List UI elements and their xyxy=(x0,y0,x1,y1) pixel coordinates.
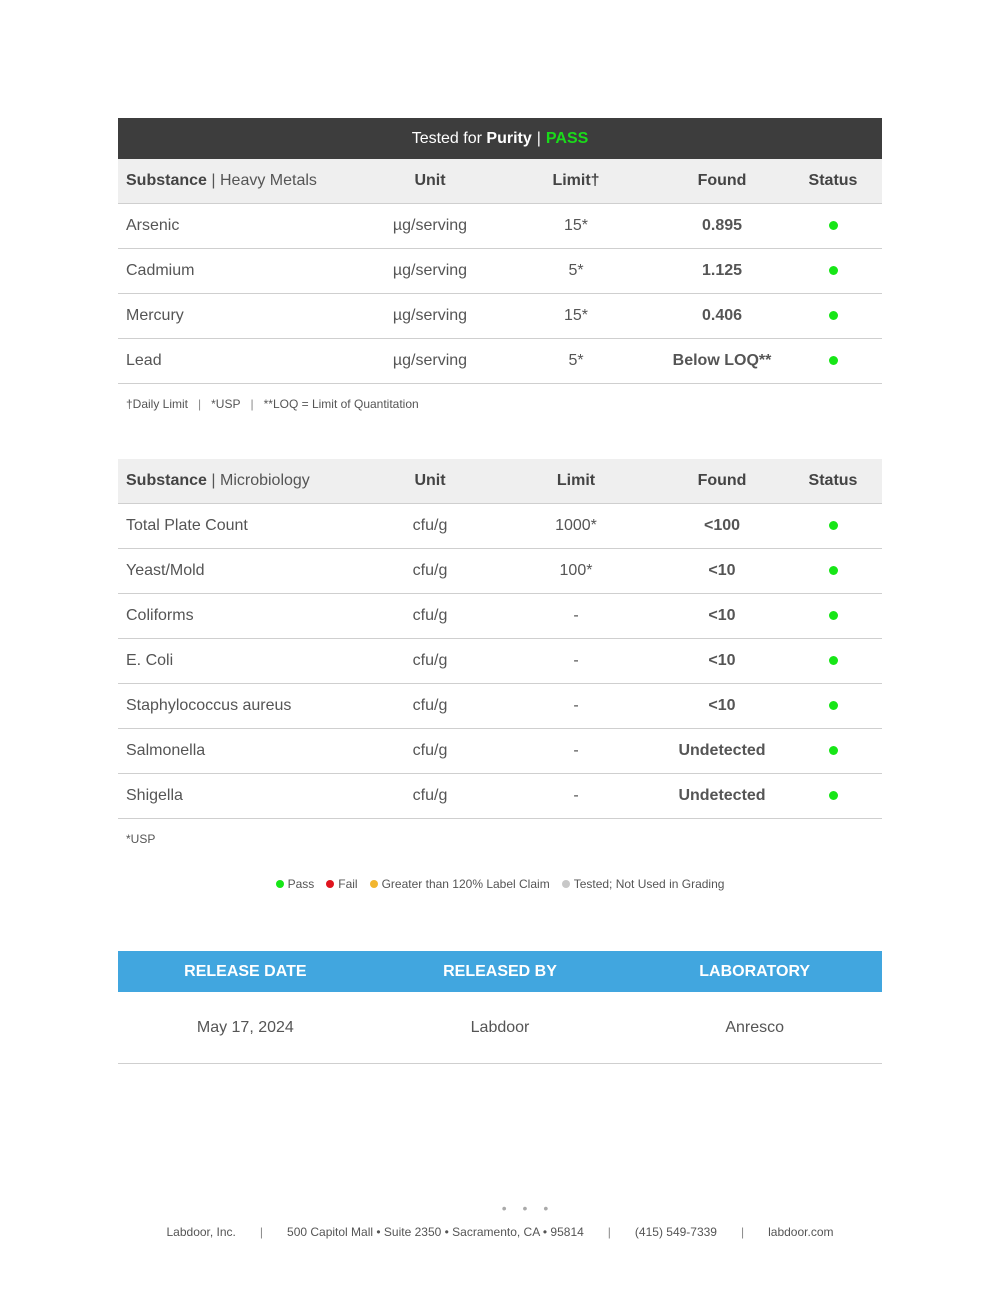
limit-value: - xyxy=(492,639,660,684)
status-header: Status xyxy=(784,459,882,504)
status-cell xyxy=(784,294,882,339)
substance-name: Arsenic xyxy=(118,204,368,249)
status-cell xyxy=(784,774,882,819)
unit-value: µg/serving xyxy=(368,339,492,384)
substance-header: Substance | Heavy Metals xyxy=(118,159,368,204)
status-pass-dot-icon xyxy=(829,701,838,710)
footer-company: Labdoor, Inc. xyxy=(166,1225,236,1239)
release-values-row xyxy=(118,992,882,1064)
limit-value: 5* xyxy=(492,339,660,384)
status-header: Status xyxy=(784,159,882,204)
table-header-row xyxy=(118,159,882,204)
footer-separator: | xyxy=(259,1225,264,1239)
released-by-header: RELEASED BY xyxy=(443,962,557,980)
found-value: 0.406 xyxy=(660,294,784,339)
heavy-metals-table xyxy=(118,159,882,384)
status-pass-dot-icon xyxy=(829,611,838,620)
release-section xyxy=(118,951,882,1064)
substance-name: E. Coli xyxy=(118,639,368,684)
substance-name: Total Plate Count xyxy=(118,504,368,549)
purity-header xyxy=(118,118,882,159)
status-pass-dot-icon xyxy=(829,221,838,230)
unit-value: µg/serving xyxy=(368,204,492,249)
unit-value: cfu/g xyxy=(368,594,492,639)
footer-address: 500 Capitol Mall • Suite 2350 • Sacramento, CA • 95814 xyxy=(287,1225,584,1239)
table-row xyxy=(118,549,882,594)
substance-name: Staphylococcus aureus xyxy=(118,684,368,729)
limit-value: - xyxy=(492,594,660,639)
found-value: 1.125 xyxy=(660,249,784,294)
substance-header: Substance | Microbiology xyxy=(118,459,368,504)
legend-dot-icon xyxy=(370,880,378,888)
substance-name: Shigella xyxy=(118,774,368,819)
table-row xyxy=(118,774,882,819)
status-cell xyxy=(784,249,882,294)
legend-label: Tested; Not Used in Grading xyxy=(573,877,725,891)
unit-header: Unit xyxy=(368,459,492,504)
status-pass-dot-icon xyxy=(829,311,838,320)
released-by-value: Labdoor xyxy=(470,1018,530,1036)
unit-value: µg/serving xyxy=(368,249,492,294)
status-legend xyxy=(0,877,1000,891)
footer-website-link[interactable]: labdoor.com xyxy=(768,1225,834,1239)
table-row xyxy=(118,504,882,549)
status-cell xyxy=(784,729,882,774)
table-row xyxy=(118,684,882,729)
status-pass-dot-icon xyxy=(829,656,838,665)
found-value: 0.895 xyxy=(660,204,784,249)
status-cell xyxy=(784,339,882,384)
table-row xyxy=(118,639,882,684)
legend-item xyxy=(276,877,315,891)
laboratory-header: LABORATORY xyxy=(699,962,811,980)
status-pass-dot-icon xyxy=(829,356,838,365)
limit-value: 1000* xyxy=(492,504,660,549)
status-pass-dot-icon xyxy=(829,566,838,575)
table-row xyxy=(118,249,882,294)
footer-phone: (415) 549-7339 xyxy=(634,1225,717,1239)
substance-name: Coliforms xyxy=(118,594,368,639)
found-value: <10 xyxy=(660,684,784,729)
purity-keyword: Purity xyxy=(486,129,532,147)
found-value: <10 xyxy=(660,639,784,684)
footnote-usp: *USP xyxy=(211,397,241,411)
limit-value: - xyxy=(492,774,660,819)
status-cell xyxy=(784,204,882,249)
unit-value: cfu/g xyxy=(368,729,492,774)
unit-value: cfu/g xyxy=(368,639,492,684)
unit-header: Unit xyxy=(368,159,492,204)
legend-dot-icon xyxy=(562,880,570,888)
found-value: Undetected xyxy=(660,729,784,774)
purity-result: PASS xyxy=(545,129,589,147)
limit-value: 100* xyxy=(492,549,660,594)
legend-label: Fail xyxy=(338,877,358,891)
substance-name: Salmonella xyxy=(118,729,368,774)
status-pass-dot-icon xyxy=(829,266,838,275)
limit-header: Limit† xyxy=(492,159,660,204)
found-value: Undetected xyxy=(660,774,784,819)
table-row xyxy=(118,729,882,774)
substance-name: Cadmium xyxy=(118,249,368,294)
legend-label: Greater than 120% Label Claim xyxy=(381,877,550,891)
legend-label: Pass xyxy=(287,877,315,891)
footnote-daily-limit: †Daily Limit xyxy=(126,397,189,411)
status-cell xyxy=(784,639,882,684)
legend-dot-icon xyxy=(326,880,334,888)
table-row xyxy=(118,594,882,639)
footer-separator: | xyxy=(607,1225,611,1239)
table-row xyxy=(118,204,882,249)
page-dots: • • • xyxy=(501,1200,555,1216)
legend-item xyxy=(370,877,550,891)
status-pass-dot-icon xyxy=(829,521,838,530)
status-cell xyxy=(784,504,882,549)
microbiology-section xyxy=(118,459,882,846)
page-footer xyxy=(0,1225,1000,1239)
found-value: Below LOQ** xyxy=(660,339,784,384)
footnote-loq: **LOQ = Limit of Quantitation xyxy=(263,397,419,411)
microbiology-table xyxy=(118,459,882,819)
release-date-value: May 17, 2024 xyxy=(196,1018,294,1036)
status-cell xyxy=(784,684,882,729)
laboratory-value: Anresco xyxy=(725,1018,785,1036)
substance-name: Mercury xyxy=(118,294,368,339)
found-value: <10 xyxy=(660,549,784,594)
footer-separator: | xyxy=(740,1225,745,1239)
limit-header: Limit xyxy=(492,459,660,504)
found-value: <10 xyxy=(660,594,784,639)
table-row xyxy=(118,339,882,384)
limit-value: - xyxy=(492,729,660,774)
status-pass-dot-icon xyxy=(829,791,838,800)
legend-item xyxy=(562,877,725,891)
legend-dot-icon xyxy=(276,880,284,888)
unit-value: cfu/g xyxy=(368,549,492,594)
unit-value: cfu/g xyxy=(368,504,492,549)
table-header-row xyxy=(118,459,882,504)
legend-item xyxy=(326,877,357,891)
limit-value: 15* xyxy=(492,294,660,339)
microbiology-footnote: *USP xyxy=(126,832,156,846)
release-date-header: RELEASE DATE xyxy=(184,962,307,980)
purity-prefix: Tested for xyxy=(411,129,482,147)
unit-value: cfu/g xyxy=(368,774,492,819)
found-header: Found xyxy=(660,459,784,504)
unit-value: cfu/g xyxy=(368,684,492,729)
status-cell xyxy=(784,594,882,639)
limit-value: 15* xyxy=(492,204,660,249)
release-header-row xyxy=(118,951,882,992)
found-header: Found xyxy=(660,159,784,204)
limit-value: - xyxy=(492,684,660,729)
status-pass-dot-icon xyxy=(829,746,838,755)
heavy-metals-footnote: †Daily Limit | *USP | **LOQ = Limit of Quantitation xyxy=(126,397,419,411)
status-cell xyxy=(784,549,882,594)
purity-divider: | xyxy=(536,129,541,147)
heavy-metals-section xyxy=(118,118,882,411)
found-value: <100 xyxy=(660,504,784,549)
substance-name: Lead xyxy=(118,339,368,384)
limit-value: 5* xyxy=(492,249,660,294)
substance-name: Yeast/Mold xyxy=(118,549,368,594)
unit-value: µg/serving xyxy=(368,294,492,339)
table-row xyxy=(118,294,882,339)
